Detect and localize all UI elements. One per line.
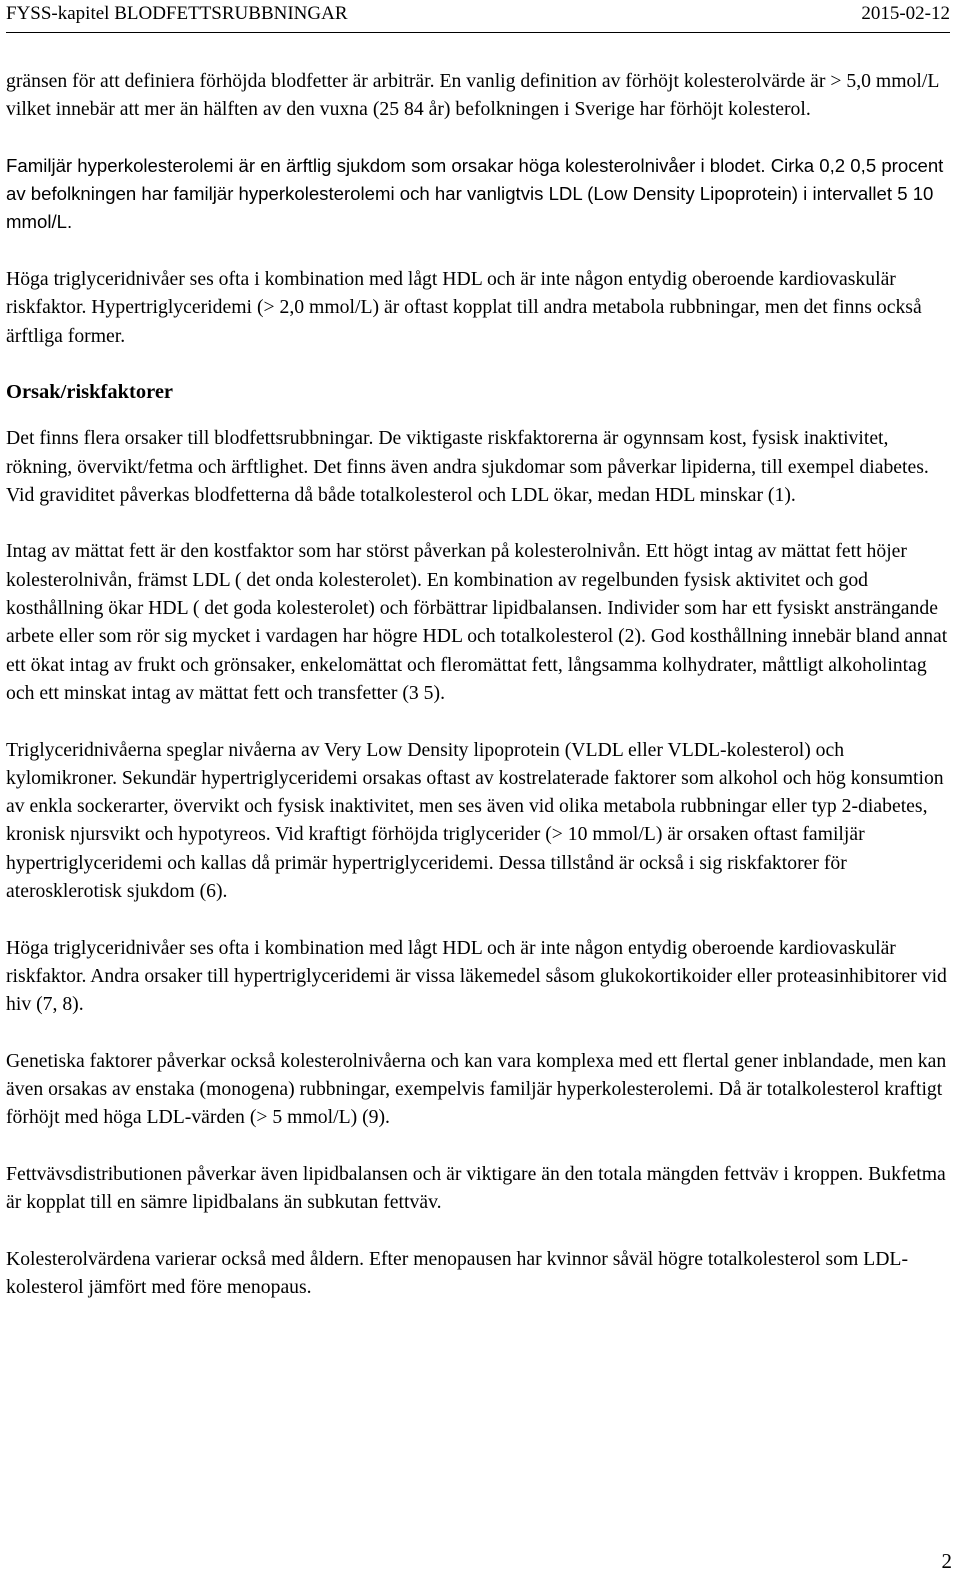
page-header [6, 0, 950, 34]
paragraph: Triglyceridnivåerna speglar nivåerna av Very Low Density lipoprotein (VLDL eller VLDL-kolesterol) och kylomikroner. Sekundär hypertriglyceridemi orsakas oftast av kostrelaterade faktorer som alkohol och hög konsumtion av enkla sockerarter, övervikt och fysisk inaktivitet, men ses även vid olika metabola rubbningar eller typ 2-diabetes, kronisk njursvikt och hypotyreos. Vid kraftigt förhöjda triglycerider (> 10 mmol/L) är orsaken oftast familjär hypertriglyceridemi och kallas då primär hypertriglyceridemi. Dessa tillstånd är också i sig riskfaktorer för aterosklerotisk sjukdom (6). [6, 738, 944, 903]
paragraph: gränsen för att definiera förhöjda blodfetter är arbiträr. En vanlig definition av förhöjt kolesterolvärde är > 5,0 mmol/L vilket innebär att mer än hälften av den vuxna (25 84 år) befolkningen i Sverige har förhöjt kolesterol. [6, 70, 939, 121]
document-title: FYSS-kapitel BLODFETTSRUBBNINGAR [6, 3, 348, 24]
paragraph: Fettvävsdistributionen påverkar även lipidbalansen och är viktigare än den totala mängden fettväv i kroppen. Bukfetma är kopplat till en sämre lipidbalans än subkutan fettväv. [6, 1162, 946, 1214]
section-heading: Orsak/riskfaktorer [6, 381, 174, 404]
paragraph: Det finns flera orsaker till blodfettsrubbningar. De viktigaste riskfaktorerna är ogynnsam kost, fysisk inaktivitet, rökning, övervikt/fetma och ärftlighet. Det finns även andra sjukdomar som påverkar lipiderna, till exempel diabetes. Vid graviditet påverkas blodfetterna då både totalkolesterol och LDL ökar, medan HDL minskar (1). [6, 427, 929, 506]
paragraph: Höga triglyceridnivåer ses ofta i kombination med lågt HDL och är inte någon entydig oberoende kardiovaskulär riskfaktor. Andra orsaker till hypertriglyceridemi är vissa läkemedel såsom glukokortikoider eller proteasinhibitorer vid hiv (7, 8). [6, 936, 947, 1016]
header-divider [6, 32, 950, 33]
paragraph: Kolesterolvärdena varierar också med åldern. Efter menopausen har kvinnor såväl högre totalkolesterol som LDL-kolesterol jämfört med före menopaus. [6, 1247, 909, 1299]
paragraph: Intag av mättat fett är den kostfaktor som har störst påverkan på kolesterolnivån. Ett högt intag av mättat fett höjer kolesterolnivån, främst LDL ( det onda kolesterolet). En kombination av regelbunden fysisk aktivitet och god kosthållning ökar HDL ( det goda kolesterolet) och förbättrar lipidbalansen. Individer som har ett fysiskt ansträngande arbete eller som rör sig mycket i vardagen har högre HDL och totalkolesterol (2). God kosthållning innebär bland annat ett ökat intag av frukt och grönsaker, enkelomättat och fleromättat fett, långsamma kolhydrater, måttligt alkoholintag och ett minskat intag av mättat fett och transfetter (3 5). [6, 540, 948, 704]
paragraph: Familjär hyperkolesterolemi är en ärftlig sjukdom som orsakar höga kolesterolnivåer i blodet. Cirka 0,2 0,5 procent av befolkningen har familjär hyperkolesterolemi och har vanligtvis LDL (Low Density Lipoprotein) i intervallet 5 10 mmol/L. [6, 154, 944, 233]
page-body [6, 67, 954, 1330]
page-number: 2 [941, 1549, 952, 1573]
paragraph: Genetiska faktorer påverkar också kolesterolnivåerna och kan vara komplexa med ett flertal gener inblandade, men kan även orsakas av enstaka (monogena) rubbningar, exempelvis familjär hyperkolesterolemi. Då är totalkolesterol kraftigt förhöjt med höga LDL-värden (> 5 mmol/L) (9). [6, 1049, 947, 1129]
document-date: 2015-02-12 [861, 3, 950, 24]
paragraph: Höga triglyceridnivåer ses ofta i kombination med lågt HDL och är inte någon entydig oberoende kardiovaskulär riskfaktor. Hypertriglyceridemi (> 2,0 mmol/L) är oftast kopplat till andra metabola rubbningar, men det finns också ärftliga former. [6, 268, 922, 347]
